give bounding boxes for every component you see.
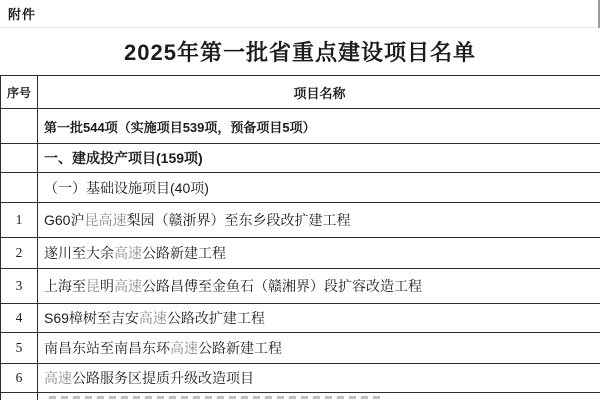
table-row (1, 333, 600, 364)
row-project-name: （一）基础设施项目(40项) (44, 179, 209, 196)
header-project-name: 项目名称 (293, 85, 346, 101)
table-row (1, 109, 600, 144)
table-body (1, 109, 600, 400)
highlighted-keyword: 高速 (170, 340, 198, 356)
row-seq: 6 (1, 364, 38, 392)
row-seq: 3 (1, 269, 38, 303)
table-header-row (1, 76, 600, 109)
top-divider-line (0, 27, 600, 28)
highlighted-keyword: 高速 (138, 310, 167, 326)
highlighted-keyword: 高速 (98, 212, 127, 228)
table-row (1, 304, 600, 333)
table-row (1, 393, 600, 400)
clipped-row-text-tops (49, 396, 384, 399)
row-project-name: 南昌东站至南昌东环高速公路新建工程 (44, 340, 282, 356)
header-seq: 序号 (1, 76, 38, 108)
highlighted-keyword: 高速 (44, 370, 72, 386)
table-row (1, 269, 600, 304)
row-seq: 2 (1, 238, 38, 268)
row-seq: 4 (1, 304, 38, 332)
row-project-name: 一、建成投产项目(159项) (44, 150, 203, 166)
table-row (1, 173, 600, 203)
row-project-name: G60沪昆高速梨园（赣浙界）至东乡段改扩建工程 (44, 212, 351, 228)
table-row (1, 364, 600, 393)
highlighted-keyword: 高速 (114, 278, 142, 294)
row-project-name: 遂川至大余高速公路新建工程 (44, 245, 226, 261)
row-seq (1, 173, 38, 202)
page-title: 2025年第一批省重点建设项目名单 (124, 40, 476, 65)
table-row (1, 203, 600, 238)
row-project-name: S69樟树至吉安高速公路改扩建工程 (44, 310, 265, 326)
row-project-name: 高速公路服务区提质升级改造项目 (44, 370, 254, 386)
table-row (1, 238, 600, 269)
row-seq: 1 (1, 203, 38, 237)
highlighted-keyword: 高速 (114, 245, 142, 261)
row-seq (1, 393, 38, 400)
row-project-name: 上海至昆明高速公路昌傅至金鱼石（赣湘界）段扩容改造工程 (44, 278, 422, 294)
highlighted-keyword: 昆 (84, 212, 99, 228)
attachment-label: 附件 (8, 7, 37, 22)
row-project-name (38, 393, 600, 399)
row-project-name: 第一批544项（实施项目539项，预备项目5项） (44, 119, 316, 135)
highlighted-keyword: 昆 (86, 278, 100, 294)
project-table (0, 75, 600, 400)
row-seq: 5 (1, 333, 38, 363)
table-row (1, 144, 600, 173)
row-seq (1, 109, 38, 143)
row-seq (1, 144, 38, 172)
